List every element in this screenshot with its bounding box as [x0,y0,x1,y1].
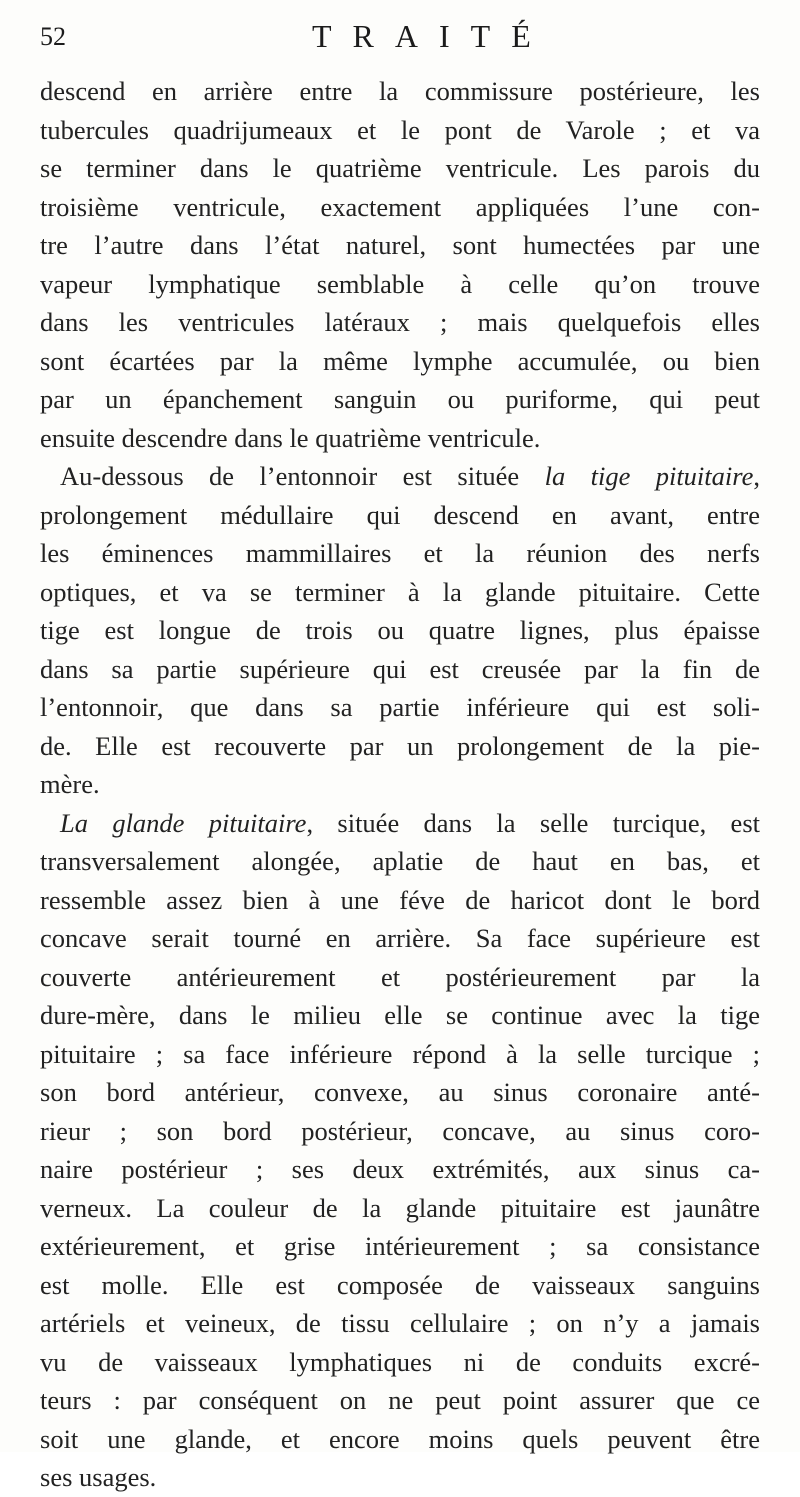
text-line [40,1381,760,1420]
text-span: se terminer dans le quatrième ventricule. Les parois du [40,153,760,183]
running-title: TRAITÉ [312,18,552,54]
text-span: transversalement alongée, aplatie de haut en bas, et [40,846,760,876]
text-span: dure-mère, dans le milieu elle se continue avec la tige [40,1000,760,1030]
text-line [40,534,760,573]
page-header [40,12,760,62]
text-span: couverte antérieurement et postérieurement par la [40,961,760,992]
text-line [40,881,760,920]
text-span: extérieurement, et grise intérieurement ; sa consistance [40,1231,760,1261]
text-line [40,1150,760,1189]
text-span: Au-dessous de l’entonnoir est située [60,461,545,491]
text-line [40,149,760,188]
text-span: teurs : par conséquent on ne peut point assurer que ce [40,1385,760,1415]
text-span: vapeur lymphatique semblable à celle qu’on trouve [40,268,760,299]
text-span: tre l’autre dans l’état naturel, sont humectées par une [40,230,760,260]
text-span: artériels et veineux, de tissu cellulaire ; on n’y a jamais [40,1308,760,1338]
text-line [40,650,760,689]
text-line [40,1073,760,1112]
text-span: rieur ; son bord postérieur, concave, au sinus coro- [40,1115,760,1146]
text-line [40,380,760,419]
text-line [40,996,760,1035]
text-span: sont écartées par la même lymphe accumulée, ou bien [40,345,760,376]
text-span: dans les ventricules latéraux ; mais quelquefois elles [40,307,760,337]
text-span: les éminences mammillaires et la réunion des nerfs [40,538,760,568]
italic-term: La glande pituitaire [60,807,307,838]
text-line [40,919,760,958]
text-span: dans sa partie supérieure qui est creusée par la fin de [40,653,760,684]
text-line [40,226,760,265]
text-span: ressemble assez bien à une féve de haricot dont le bord [40,884,760,915]
text-line [40,1189,760,1228]
text-span: troisième ventricule, exactement appliquées l’une con- [40,191,760,222]
text-line [40,342,760,381]
text-span: prolongement médullaire qui descend en avant, entre [40,499,760,530]
text-span: tubercules quadrijumeaux et le pont de Varole ; et va [40,114,760,145]
text-span: tige est longue de trois ou quatre lignes, plus épaisse [40,615,760,645]
text-line [40,496,760,535]
text-line [40,1035,760,1074]
text-span: ensuite descendre dans le quatrième ventricule. [40,422,541,453]
text-span: pituitaire ; sa face inférieure répond à la selle turcique ; [40,1038,760,1069]
text-line [40,688,760,727]
text-line [40,1458,760,1497]
text-span: l’entonnoir, que dans sa partie inférieure qui est soli- [40,692,760,722]
text-line [40,1112,760,1151]
text-span: descend en arrière entre la commissure postérieure, les [40,76,760,106]
text-span: est molle. Elle est composée de vaisseaux sanguins [40,1269,760,1300]
text-span: mère. [40,769,100,799]
text-line [40,611,760,650]
text-line [40,1227,760,1266]
text-span: naire postérieur ; ses deux extrémités, aux sinus ca- [40,1154,760,1184]
text-line [40,1343,760,1382]
text-line [40,303,760,342]
text-line [40,727,760,766]
text-span: concave serait tourné en arrière. Sa face supérieure est [40,923,760,953]
text-line [40,72,760,111]
text-line [40,1420,760,1459]
text-span: soit une glande, et encore moins quels peuvent être [40,1423,760,1454]
text-span: son bord antérieur, convexe, au sinus coronaire anté- [40,1077,760,1107]
text-line [40,573,760,612]
text-line [40,842,760,881]
text-span: verneux. La couleur de la glande pituitaire est jaunâtre [40,1192,760,1223]
text-span: de. Elle est recouverte par un prolongement de la pie- [40,730,760,761]
text-line [40,457,760,496]
text-line [40,804,760,843]
text-line [40,265,760,304]
text-line [40,958,760,997]
text-span: , située dans la selle turcique, est [306,807,760,838]
text-span: optiques, et va se terminer à la glande pituitaire. Cette [40,576,760,607]
text-span: ses usages. [40,1462,157,1492]
text-line [40,111,760,150]
text-line [40,1266,760,1305]
text-line [40,1304,760,1343]
page-number: 52 [40,22,66,51]
text-span: par un épanchement sanguin ou puriforme, qui peut [40,384,760,414]
text-span: , [753,461,760,491]
text-line [40,188,760,227]
italic-term: la tige pituitaire [544,461,754,491]
text-line [40,419,760,458]
text-line [40,765,760,804]
text-span: vu de vaisseaux lymphatiques ni de conduits excré- [40,1346,760,1377]
body-text [40,72,760,1497]
